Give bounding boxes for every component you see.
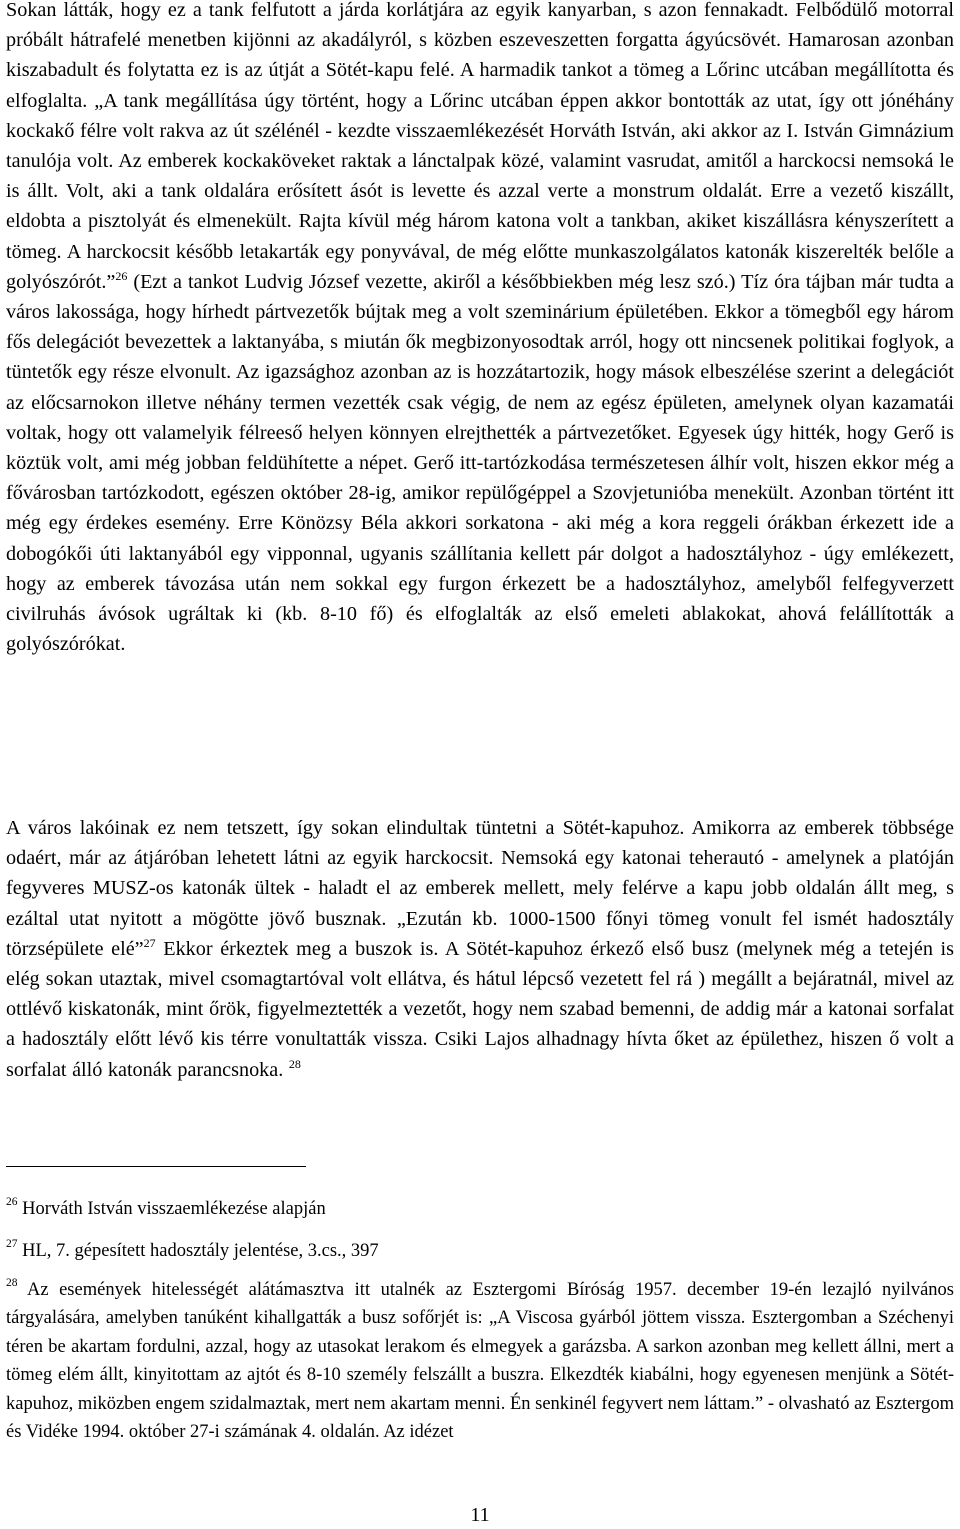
paragraph-1-text-a: Sokan látták, hogy ez a tank felfutott a járda korlátjára az egyik kanyarban, s azon fennakadt. Felbődülő motorral próbált hátrafelé menetben kijönni az akadályról, s közben eszeveszetten forgatta ágyúcsövét. Hamarosan azonban kiszabadult és folytatta ez is az útját a Sötét-kapu felé. A harmadik tankot a tömeg a Lőrinc utcában megállította és elfoglalta. „A tank megállítása úgy történt, hogy a Lőrinc utcában éppen akkor bontották az utat, így ott jónéhány kockakő félre volt rakva az út szélénél - kezdte visszaemlékezését Horváth István, aki akkor az I. István Gimnázium tanulója volt. Az emberek kockaköveket raktak a lánctalpak közé, valamint vasrudat, amitől a harckocsi nemsoká le is állt. Volt, aki a tank oldalára erősített ásót is levette és azzal verte a monstrum oldalát. Erre a vezető kiszállt, eldobta a pisztolyát és elmenekült. Rajta kívül még három katona volt a tankban, akiket kiszállásra kényszerített a tömeg. A harckocsit később letakarták egy ponyvával, de még előtte munkaszolgálatos katonák kiszerelték belőle a golyószórót.” xyxy=(6,0,954,293)
footnote-text: Horváth István visszaemlékezése alapján xyxy=(22,1199,326,1219)
paragraph-2-text-a: A város lakóinak ez nem tetszett, így sokan elindultak tüntetni a Sötét-kapuhoz. Amikorra az emberek többsége odaért, már az átjáróban lehetett látni az egyik harckocsit. Nemsoká egy katonai teherautó - amelynek a platóján fegyveres MUSZ-os katonák ültek - haladt el az emberek mellett, mely felérve a kapu jobb oldalán állt meg, s ezáltal utat nyitott a mögötte jövő busznak. „Ezután kb. 1000-1500 főnyi tömeg vonult fel ismét hadosztály törzsépülete elé” xyxy=(6,817,954,960)
footnote-separator xyxy=(6,1166,306,1167)
footnote-ref-28[interactable]: 28 xyxy=(288,1056,301,1071)
page-number: 11 xyxy=(470,1504,490,1526)
paragraph-2-text-b: Ekkor érkeztek meg a buszok is. A Sötét-kapuhoz érkező első busz (melynek még a tetején is elég sokan utaztak, mivel csomagtartóval volt ellátva, és hátul lépcső vezetett fel rá ) megállt a bejáratnál, mivel az ottlévő kiskatonák, mint őrök, figyelmeztették a vezetőt, hogy nem szabad bemenni, de addig már a katonai sorfalat a hadosztály előtt lévő kis térre vonultatták vissza. Csiki Lajos alhadnagy hívta őket az épülethez, hiszen ő volt a sorfalat álló katonák parancsnoka. xyxy=(6,937,954,1081)
footnote-text: HL, 7. gépesített hadosztály jelentése, 3.cs., 397 xyxy=(22,1241,379,1261)
footnote-26 xyxy=(6,1195,954,1223)
body-paragraph-1 xyxy=(6,0,954,659)
footnote-text: Az események hitelességét alátámasztva itt utalnék az Esztergomi Bíróság 1957. december 19-én lezajló nyilvános tárgyalására, amelyben tanúként kihallgatták a busz sofőrjét is: „A Viscosa gyárból jöttem vissza. Esztergomban a Széchenyi téren be akartam fordulni, azzal, hogy az utasokat lerakom és elmegyek a garázsba. A sarkon azonban meg kellett állni, mert a tömeg elém állt, kinyitottam az ajtót és 8-10 személy felszállt a buszra. Elkezdték kiabálni, hogy egyenesen menjünk a Sötét-kapuhoz, miközben engem szidalmaztak, mert nem akartam menni. Én senkinél fegyvert nem láttam.” - olvasható az Esztergom és Vidéke 1994. október 27-i számának 4. oldalán. Az idézet xyxy=(6,1280,954,1443)
footnote-number: 26 xyxy=(6,1196,18,1208)
footnote-27 xyxy=(6,1237,954,1265)
footnote-ref-27[interactable]: 27 xyxy=(143,935,156,950)
footnote-ref-26[interactable]: 26 xyxy=(115,268,128,283)
footnote-number: 27 xyxy=(6,1238,18,1250)
body-paragraph-2 xyxy=(6,813,954,1085)
footnote-28 xyxy=(6,1276,954,1446)
footnote-number: 28 xyxy=(6,1277,18,1289)
paragraph-1-text-b: (Ezt a tankot Ludvig József vezette, akiről a későbbiekben még lesz szó.) Tíz óra tájban már tudta a város lakossága, hogy hírhedt pártvezetők bújtak meg a volt szeminárium épületében. Ekkor a tömegből egy három fős delegációt bevezettek a laktanyába, s miután ők megbizonyosodtak arról, hogy ott nincsenek politikai foglyok, a tüntetők egy része elvonult. Az igazsághoz azonban az is hozzátartozik, hogy mások elbeszélése szerint a delegációt az előcsarnokon illetve néhány termen vezették csak végig, de nem az egész épületen, amelynek olyan kazamatái voltak, hogy ott valamelyik félreeső helyen könnyen elrejthették a pártvezetőket. Egyesek úgy hitték, hogy Gerő is köztük volt, ami még jobban feldühítette a népet. Gerő itt-tartózkodása természetesen álhír volt, hiszen ekkor még a fővárosban tartózkodott, egészen október 28-ig, amikor repülőgéppel a Szovjetunióba menekült. Azonban történt itt még egy érdekes esemény. Erre Könözsy Béla akkori sorkatona - aki még a kora reggeli órákban érkezett ide a dobogókői úti laktanyából egy vipponnal, ugyanis szállítania kellett pár dolgot a hadosztályhoz - úgy emlékezett, hogy az emberek távozása után nem sokkal egy furgon érkezett be a hadosztályhoz, amelyből felfegyverzett civilruhás ávósok ugráltak ki (kb. 8-10 fő) és elfoglalták az első emeleti ablakokat, ahová felállították a golyószórókat. xyxy=(6,270,954,656)
